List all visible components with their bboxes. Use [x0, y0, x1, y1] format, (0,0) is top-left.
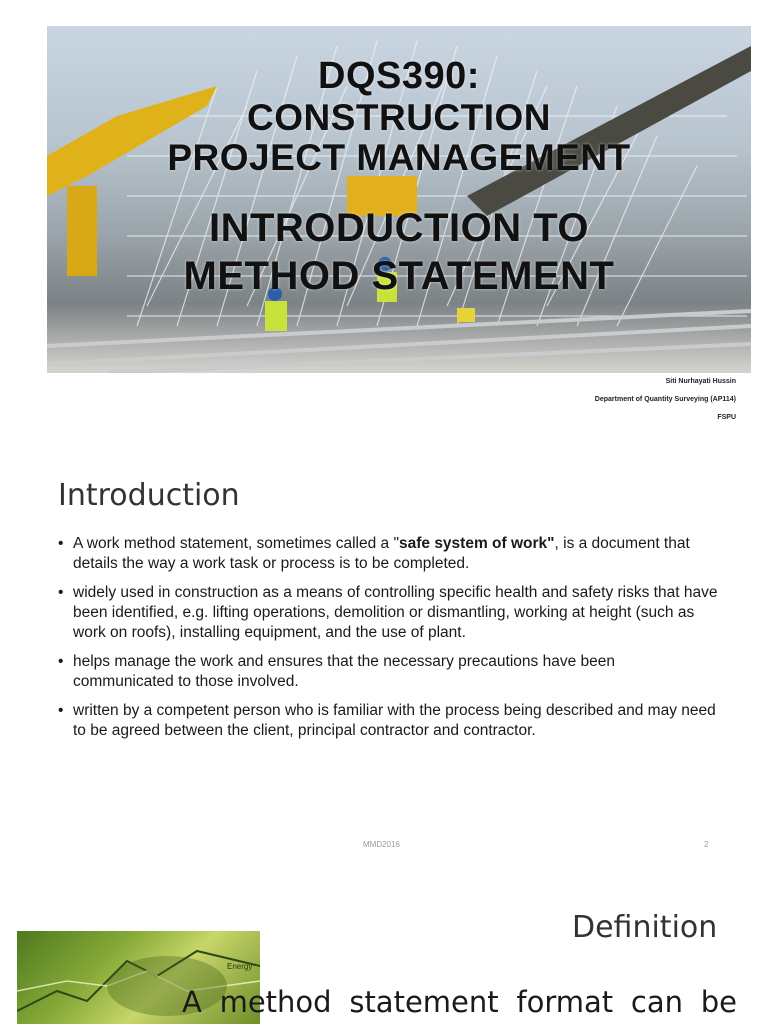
bullet-item [58, 534, 718, 574]
bullet-item [58, 652, 718, 692]
bullet-icon: • [58, 584, 64, 601]
bullet-icon: • [58, 702, 64, 719]
slide-footer-code: MMD2016 [363, 840, 400, 849]
bullet-icon: • [58, 535, 64, 552]
faculty-name: FSPU [717, 414, 736, 421]
slide-heading-definition: Definition [572, 910, 718, 945]
lecture-title-line-2: METHOD STATEMENT [183, 254, 615, 298]
bullet-icon: • [58, 653, 64, 670]
slide-heading-introduction: Introduction [58, 478, 240, 513]
bullet-text-post: , is a document that details the way a work task or process is to be completed. [73, 535, 690, 572]
bullet-text: widely used in construction as a means of controlling specific health and safety risks that have been identified, e.g. lifting operations, demolition or dismantling, working at height (such as work on roofs), installing equipment, and the use of plant. [73, 584, 718, 641]
lecture-title-line-1: INTRODUCTION TO [208, 206, 590, 250]
course-title-line-1: CONSTRUCTION [246, 97, 552, 138]
bullet-text: helps manage the work and ensures that the necessary precautions have been communicated to those involved. [73, 653, 615, 690]
department-name: Department of Quantity Surveying (AP114) [594, 396, 736, 403]
course-code: DQS390: [318, 55, 480, 97]
bullet-text-bold: safe system of work" [398, 535, 555, 552]
bullet-text-pre: A work method statement, sometimes called a " [73, 535, 399, 552]
bullet-text: written by a competent person who is familiar with the process being described and may need to be agreed between the client, principal contractor and contractor. [73, 702, 716, 739]
bullet-list [58, 534, 718, 750]
bullet-item [58, 701, 718, 741]
course-title-line-2: PROJECT MANAGEMENT [167, 137, 631, 178]
title-banner-image [47, 26, 751, 373]
bullet-item [58, 583, 718, 643]
definition-text: A method statement format can be [182, 985, 737, 1019]
image-label-text: Energy [227, 962, 253, 971]
slide-page-number: 2 [704, 840, 709, 849]
author-name: Siti Nurhayati Hussin [665, 378, 736, 385]
